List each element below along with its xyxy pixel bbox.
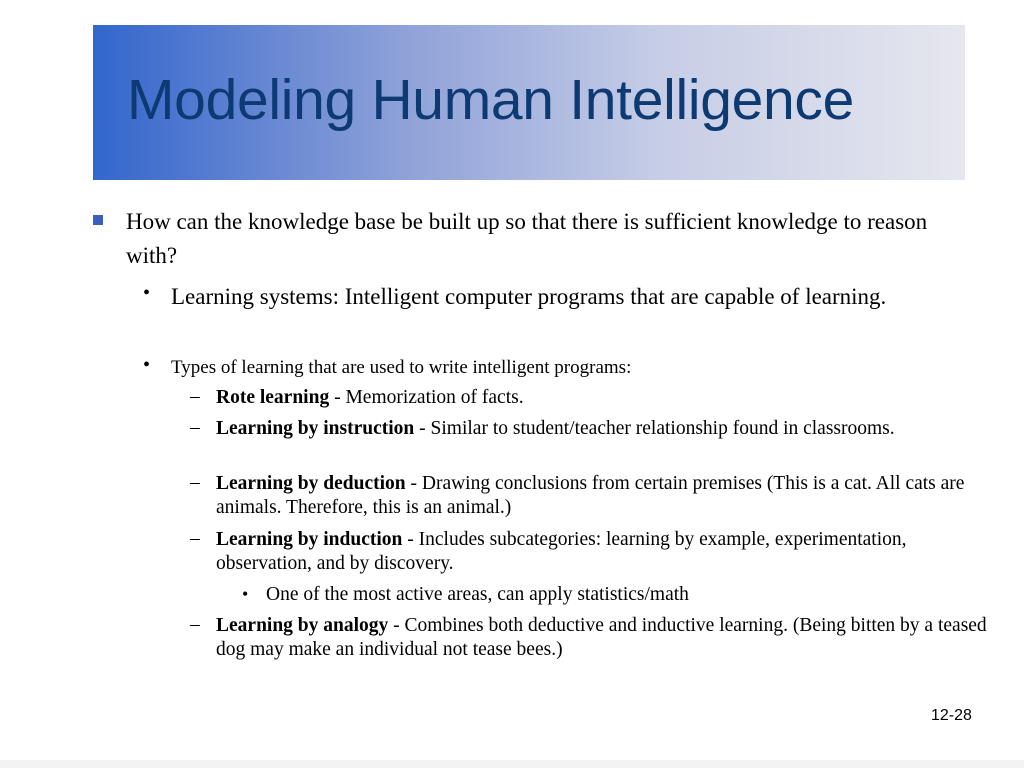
bullet-types-of-learning: Types of learning that are used to write intelligent programs:	[171, 357, 632, 378]
dash-bullet-icon: –	[190, 614, 200, 635]
item-term: Rote learning	[216, 387, 330, 408]
item-desc: - Drawing conclusions from certain premises (This is a cat. All cats are animals. Therefore, this is an animal.)	[216, 473, 965, 518]
item-learning-by-analogy	[216, 614, 991, 662]
square-bullet-icon	[93, 215, 103, 225]
dash-bullet-icon: –	[190, 417, 200, 438]
title-banner	[93, 25, 965, 180]
bottom-bar	[0, 760, 1024, 768]
bullet-knowledge-base: How can the knowledge base be built up so that there is sufficient knowledge to reason with?	[126, 209, 928, 268]
bullet-learning-systems: Learning systems: Intelligent computer programs that are capable of learning.	[171, 284, 887, 309]
dash-bullet-icon: –	[190, 386, 200, 407]
item-term: Learning by induction	[216, 529, 403, 550]
dot-bullet-icon: •	[143, 354, 151, 376]
item-term: Learning by instruction	[216, 418, 415, 439]
item-learning-by-deduction	[216, 472, 991, 520]
page-number: 12-28	[931, 707, 972, 724]
item-term: Learning by deduction	[216, 473, 406, 494]
slide-title: Modeling Human Intelligence	[127, 68, 854, 132]
dot-bullet-icon: •	[143, 282, 151, 304]
item-learning-by-instruction	[216, 417, 991, 441]
item-desc: - Memorization of facts.	[329, 387, 524, 408]
item-desc: - Combines both deductive and inductive learning. (Being bitten by a teased dog may make an individual not tease bees.)	[216, 615, 987, 660]
item-learning-by-induction	[216, 528, 991, 576]
dash-bullet-icon: –	[190, 528, 200, 549]
item-term: Learning by analogy	[216, 615, 389, 636]
bullet-induction-note: One of the most active areas, can apply statistics/math	[266, 584, 689, 605]
item-rote-learning	[216, 386, 991, 410]
item-desc: - Includes subcategories: learning by example, experimentation, observation, and by discovery.	[216, 529, 907, 574]
dot-bullet-icon: •	[242, 584, 249, 604]
item-desc: - Similar to student/teacher relationship found in classrooms.	[414, 418, 895, 439]
dash-bullet-icon: –	[190, 472, 200, 493]
